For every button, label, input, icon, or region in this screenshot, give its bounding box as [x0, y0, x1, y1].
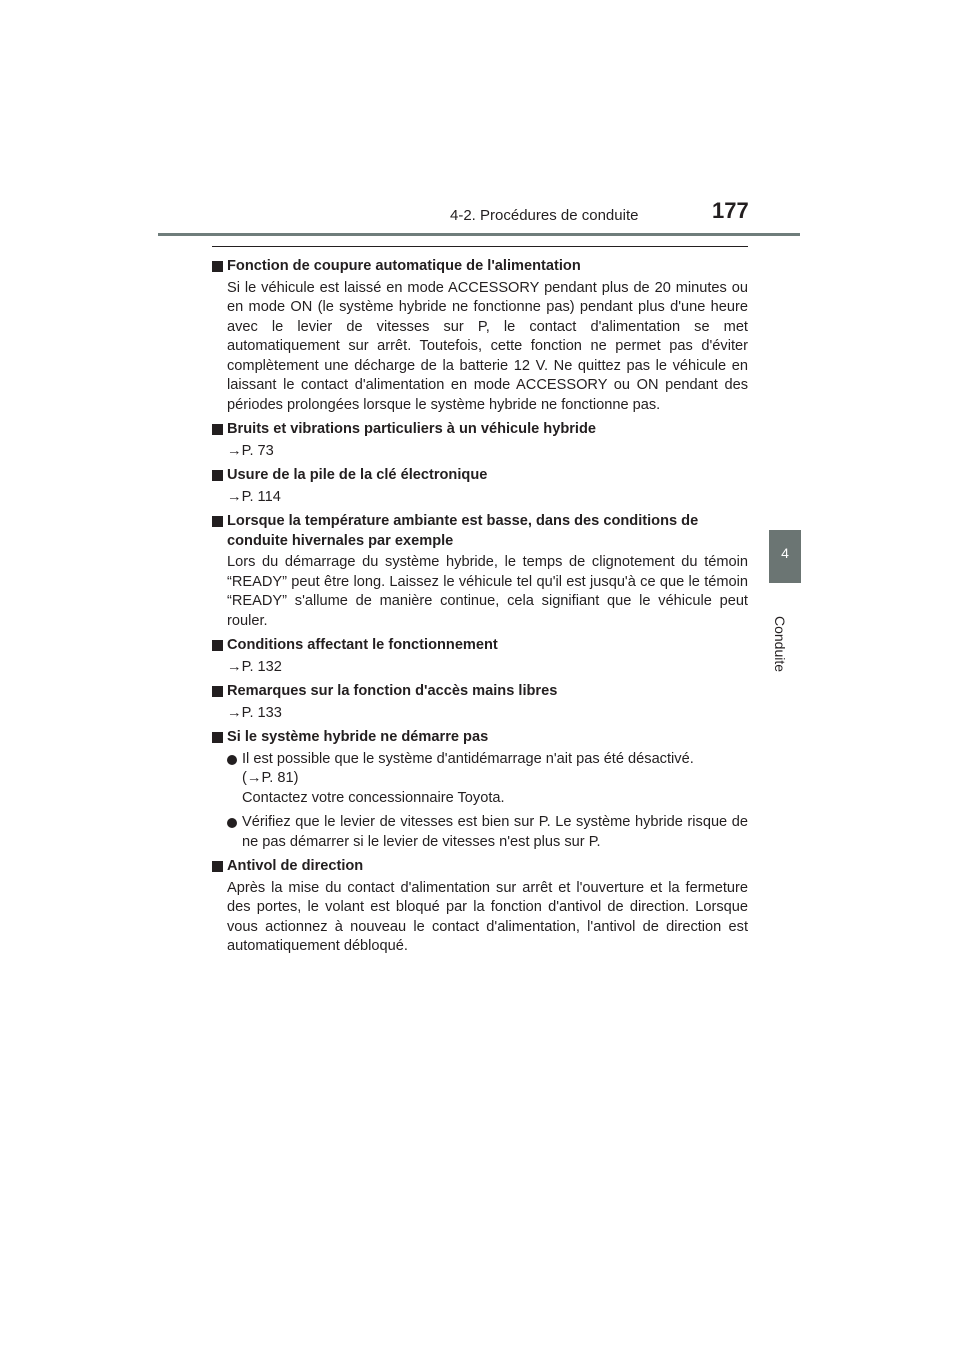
section-smart-entry-notes	[212, 682, 748, 723]
page-reference-link[interactable]: →P. 73	[227, 442, 274, 459]
page-reference-link[interactable]: (→P. 81)	[242, 770, 299, 786]
chapter-tab	[769, 530, 801, 583]
square-bullet-icon	[212, 470, 223, 481]
section-title: Bruits et vibrations particuliers à un véhicule hybride	[212, 420, 748, 440]
circle-bullet-icon	[227, 818, 237, 828]
list-item: Vérifiez que le levier de vitesses est bien sur P. Le système hybride risque de ne pas démarrer si le levier de vitesses n'est plus sur P.	[212, 813, 748, 852]
square-bullet-icon	[212, 516, 223, 527]
section-hybrid-noises	[212, 420, 748, 461]
section-body: Lors du démarrage du système hybride, le temps de clignotement du témoin “READY” peut être long. Laissez le véhicule tel qu'il est jusqu'à ce que le témoin “READY” s'allume de manière continue, cela signifiant que le véhicule peut rouler.	[227, 554, 748, 629]
circle-bullet-icon	[227, 755, 237, 765]
page-reference-link[interactable]: →P. 114	[227, 488, 281, 505]
section-operating-conditions	[212, 636, 748, 677]
chapter-tab-label: Conduite	[772, 616, 788, 673]
square-bullet-icon	[212, 686, 223, 697]
square-bullet-icon	[212, 732, 223, 743]
page-reference-link[interactable]: →P. 132	[227, 658, 282, 675]
square-bullet-icon	[212, 640, 223, 651]
section-title: Lorsque la température ambiante est basse, dans des conditions de conduite hivernales par exemple	[212, 512, 748, 551]
chapter-tab-number: 4	[781, 545, 789, 561]
section-title: Antivol de direction	[212, 857, 748, 877]
page-content	[212, 246, 748, 962]
section-title: Conditions affectant le fonctionnement	[212, 636, 748, 656]
page-number: 177	[712, 198, 749, 223]
section-hybrid-not-starting	[212, 728, 748, 852]
section-title: Fonction de coupure automatique de l'alimentation	[212, 257, 748, 277]
list-item: Il est possible que le système d'antidémarrage n'ait pas été désactivé. (→P. 81) Contactez votre concessionnaire Toyota.	[212, 750, 748, 809]
section-key-battery	[212, 466, 748, 507]
header-section-title: 4-2. Procédures de conduite	[450, 207, 639, 224]
square-bullet-icon	[212, 424, 223, 435]
section-title: Si le système hybride ne démarre pas	[212, 728, 748, 748]
square-bullet-icon	[212, 861, 223, 872]
page-reference-link[interactable]: →P. 133	[227, 704, 282, 721]
section-body: Si le véhicule est laissé en mode ACCESSORY pendant plus de 20 minutes ou en mode ON (le système hybride ne fonctionne pas) pendant plus d'une heure avec le levier de vitesses sur P, le contact d'alimentation se met automatiquement sur arrêt. Toutefois, cette fonction ne permet pas d'éviter complètement une décharge de la batterie 12 V. Ne quittez pas le véhicule en laissant le contact d'alimentation en mode ACCESSORY ou ON pendant des périodes prolongées lorsque le système hybride ne fonctionne pas.	[227, 279, 748, 413]
section-steering-lock	[212, 857, 748, 957]
square-bullet-icon	[212, 261, 223, 272]
header-rule	[158, 233, 800, 236]
section-title: Usure de la pile de la clé électronique	[212, 466, 748, 486]
section-body: Après la mise du contact d'alimentation sur arrêt et l'ouverture et la fermeture des portes, le volant est bloqué par la fonction d'antivol de direction. Lorsque vous actionnez à nouveau le contact d'alimentation, l'antivol de direction est automatiquement débloqué.	[227, 879, 748, 954]
section-title: Remarques sur la fonction d'accès mains libres	[212, 682, 748, 702]
section-auto-power-off	[212, 257, 748, 415]
section-cold-weather	[212, 512, 748, 631]
